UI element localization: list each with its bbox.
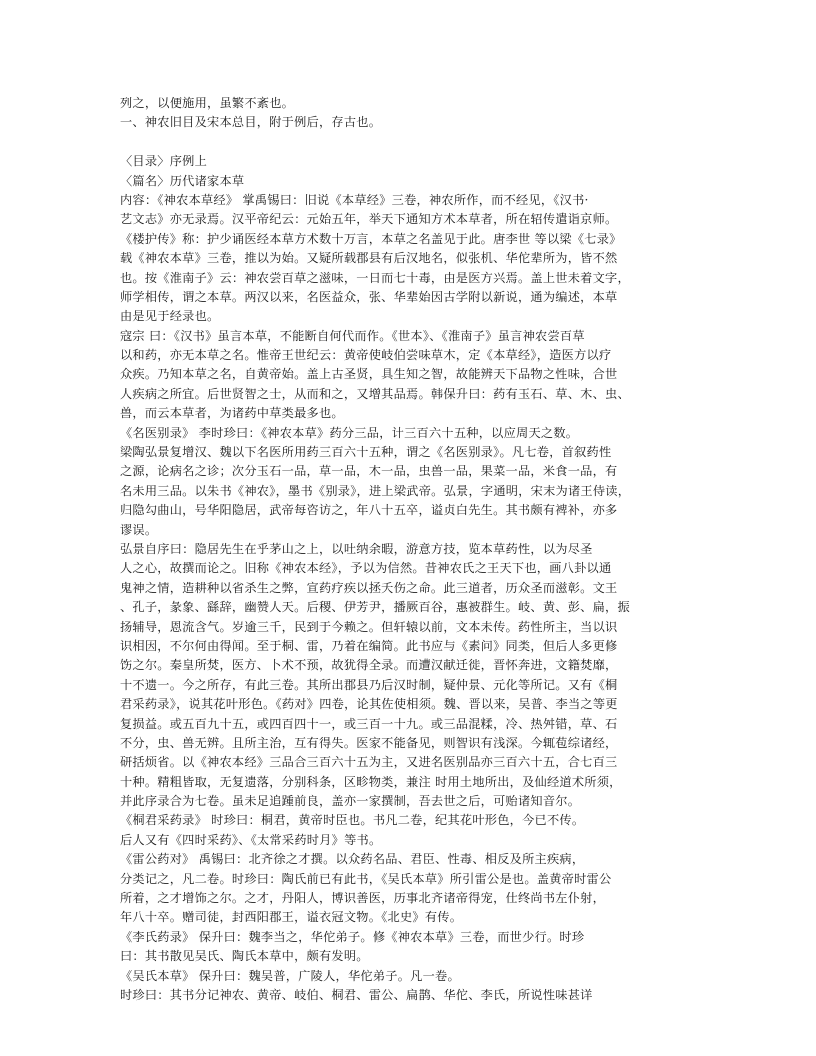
text-line: 识相因，不尔何由得闻。至于桐、雷，乃着在编简。此书应与《素问》同类，但后人多更修 <box>120 638 618 653</box>
text-line: 、孔子，彖象、繇辞，幽赞人天。后稷、伊芳尹，播厥百谷，惠被群生。岐、黄、彭、扁，振 <box>120 600 630 615</box>
text-line: 载《神农本草》三卷，推以为始。又疑所载郡县有后汉地名，似张机、华佗辈所为，皆不然 <box>120 251 618 266</box>
text-line: 年八十卒。赠司徒，封西阳郡王，谥衣冠文物。《北史》有传。 <box>120 910 463 925</box>
text-line: 弘景自序曰：隐居先生在乎茅山之上，以吐纳余暇，游意方技，览本草药性，以为尽圣 <box>120 541 593 556</box>
text-line: 《桐君采药录》 时珍曰：桐君，黄帝时臣也。书凡二卷，纪其花叶形色，今已不传。 <box>120 813 585 828</box>
text-line: 人之心，故撰而论之。旧称《神农本经》，予以为信然。昔神农氏之王天下也，画八卦以通 <box>120 561 612 576</box>
text-line: 梁陶弘景复增汉、魏以下名医所用药三百六十五种，谓之《名医别录》。凡七卷，首叙药性 <box>120 445 612 460</box>
text-line: 名未用三品。以朱书《神农》，墨书《别录》，进上梁武帝。弘景，字通明，宋末为诸王侍读， <box>120 483 631 498</box>
text-line: 《吴氏本草》 保升曰：魏吴普，广陵人，华佗弟子。凡一卷。 <box>120 968 460 983</box>
text-line: 谬误。 <box>120 522 158 537</box>
text-line: 所着，之才增饰之尔。之才，丹阳人，博识善医，历事北齐诸帝得宠，仕终尚书左仆射， <box>120 891 606 906</box>
text-line: 君采药录》，说其花叶形色。《药对》四卷，论其佐使相须。魏、晋以来，吴普、李当之等更 <box>120 697 618 712</box>
text-line: 归隐勾曲山，号华阳隐居，武帝每咨访之，年八十五卒，谥贞白先生。其书颇有裨补，亦多 <box>120 503 618 518</box>
text-line: 艺文志》亦无录焉。汉平帝纪云：元始五年，举天下通知方术本草者，所在轺传遣诣京师。 <box>120 212 618 227</box>
text-line: 《雷公药对》 禹锡曰：北齐徐之才撰。以众药名品、君臣、性毒、相反及所主疾病， <box>120 852 585 867</box>
text-line: 扬辅导，恩流含气。岁逾三千，民到于今赖之。但轩辕以前，文本未传。药性所主，当以识 <box>120 619 618 634</box>
text-line: 十不遗一。今之所存，有此三卷。其所出郡县乃后汉时制，疑仲景、元化等所记。又有《桐 <box>120 677 618 692</box>
text-line: 《名医别录》 李时珍曰：《神农本草》药分三品，计三百六十五种，以应周天之数。 <box>120 425 579 440</box>
text-line: 并此序录合为七卷。虽未足追踵前良，盖亦一家撰制，吾去世之后，可贻诸知音尔。 <box>120 794 581 809</box>
text-line: 人疾病之所宜。后世贤智之士，从而和之，又增其品焉。韩保升曰：药有玉石、草、木、虫、 <box>120 386 630 401</box>
text-line: 《李氏药录》 保升曰：魏李当之，华佗弟子。修《神农本草》三卷，而世少行。时珍 <box>120 929 585 944</box>
text-line: 一、神农旧目及宋本总目，附于例后，存古也。 <box>120 115 382 130</box>
text-line: 兽，而云本草者，为诸药中草类最多也。 <box>120 406 344 421</box>
text-line: 十种。精粗皆取，无复遗落，分别科条，区畛物类，兼注 时用土地所出，及仙经道术所须， <box>120 774 622 789</box>
text-line: 后人又有《四时采药》、《太常采药时月》等书。 <box>120 832 382 847</box>
text-line: 不分，虫、兽无辨。且所主治，互有得失。医家不能备见，则智识有浅深。今辄苞综诸经， <box>120 735 618 750</box>
text-line: 时珍曰：其书分记神农、黄帝、岐伯、桐君、雷公、扁鹊、华佗、李氏，所说性味甚详 <box>120 987 593 1002</box>
text-line: 《楼护传》称：护少诵医经本草方术数十万言，本草之名盖见于此。唐李世 等以梁《七录》 <box>120 231 622 246</box>
text-line: 众疾。乃知本草之名，自黄帝始。盖上古圣贤，具生知之智，故能辨天下品物之性味，合世 <box>120 367 618 382</box>
blank-line <box>120 133 700 152</box>
text-line: 由是见于经录也。 <box>120 309 220 324</box>
text-line: 〈目录〉序例上 <box>120 154 208 169</box>
text-line: 曰：其书散见吴氏、陶氏本草中，颇有发明。 <box>120 949 369 964</box>
text-line: 寇宗 曰：《汉书》虽言本草，不能断自何代而作。《世本》、《淮南子》虽言神农尝百草 <box>120 328 585 343</box>
text-line: 复损益。或五百九十五，或四百四十一，或三百一十九。或三品混糅，冷、热舛错，草、石 <box>120 716 618 731</box>
document-body <box>120 94 700 1005</box>
text-line: 鬼神之情，造耕种以省杀生之弊，宣药疗疾以拯夭伤之命。此三道者，历众圣而滋彰。文王 <box>120 580 618 595</box>
text-line: 之源，论病名之诊；次分玉石一品，草一品，木一品，虫兽一品，果菜一品，米食一品，有 <box>120 464 618 479</box>
text-line: 分类记之，凡二卷。时珍曰：陶氏前已有此书，《吴氏本草》所引雷公是也。盖黄帝时雷公 <box>120 871 612 886</box>
text-line: 以和药，亦无本草之名。惟帝王世纪云：黄帝使岐伯尝味草木，定《本草经》，造医方以疗 <box>120 348 612 363</box>
text-line: 列之，以便施用，虽繁不紊也。 <box>120 96 295 110</box>
text-line: 内容：《神农本草经》 掌禹锡曰：旧说《本草经》三卷，神农所作，而不经见，《汉书· <box>120 192 589 207</box>
text-line: 师学相传，谓之本草。两汉以来，名医益众，张、华辈始因古学附以新说，通为编述，本草 <box>120 289 618 304</box>
text-line: 〈篇名〉历代诸家本草 <box>120 173 245 188</box>
text-line: 也。按《淮南子》云：神农尝百草之滋味，一日而七十毒，由是医方兴焉。盖上世未着文字， <box>120 270 630 285</box>
text-line: 饬之尔。秦皇所焚，医方、卜术不预，故犹得全录。而遭汉献迁徙，晋怀奔进，文籍焚靡， <box>120 658 618 673</box>
text-line: 研括烦省。以《神农本经》三品合三百六十五为主，又进名医别品亦三百六十五，合七百三 <box>120 755 618 770</box>
